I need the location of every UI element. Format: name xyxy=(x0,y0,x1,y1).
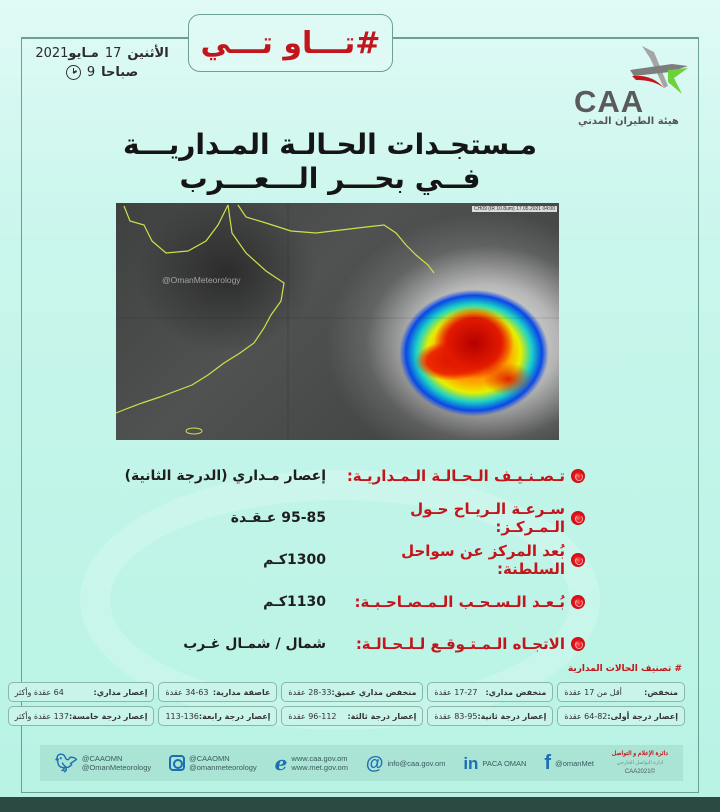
classification-title: # تصنيف الحالات المدارية xyxy=(567,664,682,674)
class-range: 64 عقدة وأكثر xyxy=(14,687,64,697)
class-name: منخفض مداري عميق: xyxy=(331,687,417,697)
department-subname: ادارة التواصل الخارجي xyxy=(616,759,664,766)
twitter-handle-1: @CAAOMN xyxy=(81,754,123,763)
frame-top-right-line xyxy=(392,37,699,39)
info-label: بُـعـد الـسـحـب الـمـصـاحـبـة: xyxy=(354,593,565,611)
year: 2021 xyxy=(35,46,69,61)
instagram-icon xyxy=(169,755,185,771)
linkedin-icon: in xyxy=(463,753,479,773)
time-hour: 9 xyxy=(86,65,96,80)
footer-web[interactable] xyxy=(274,750,348,775)
logo-abbr: CAA xyxy=(574,84,645,119)
image-watermark: @OmanMeteorology xyxy=(162,275,241,285)
class-range: 83-95 عقدة xyxy=(434,711,478,721)
info-row-wind-speed xyxy=(95,497,585,539)
hashtag-text: #تـــاو تـــي xyxy=(200,25,381,61)
twitter-icon: 🐦︎ xyxy=(54,752,78,773)
hashtag-badge xyxy=(188,14,393,72)
class-name: عاصفة مدارية: xyxy=(212,687,271,697)
image-timestamp: CH09 (IR 10.8um) 17.05.2021 04:00 xyxy=(474,206,555,212)
info-value: 95-85 عـقـدة xyxy=(230,510,326,526)
month: مـايو xyxy=(68,46,99,61)
facebook-icon: f xyxy=(544,751,552,774)
bottom-bar xyxy=(0,797,720,812)
class-name: منخفض مداري: xyxy=(485,687,547,697)
page-title xyxy=(110,128,550,196)
footer-facebook[interactable] xyxy=(544,751,594,774)
classification-table xyxy=(14,682,685,726)
footer-twitter[interactable] xyxy=(55,754,151,772)
day-name: الأثنين xyxy=(127,46,169,61)
classification-cell xyxy=(281,682,423,702)
classification-cell xyxy=(557,682,685,702)
footer-contacts xyxy=(40,745,683,781)
class-name: إعصار درجة أولى: xyxy=(607,711,678,721)
classification-cell xyxy=(8,706,155,726)
info-row-direction xyxy=(95,623,585,665)
department-name: دائرة الإعلام و التواصل xyxy=(611,750,668,757)
footer-department xyxy=(612,750,668,777)
website-1: www.caa.gov.om xyxy=(291,754,348,763)
info-row-classification xyxy=(95,455,585,497)
class-range: 17-27 عقدة xyxy=(434,687,478,697)
clock-icon xyxy=(66,65,81,80)
website-2: www.met.gov.om xyxy=(291,763,348,772)
class-name: إعصار درجة ثانية: xyxy=(477,711,547,721)
instagram-handle-1: @CAAOMN xyxy=(189,754,230,763)
time-period: صباحا xyxy=(101,65,139,80)
class-range: 64-82 عقدة xyxy=(564,711,608,721)
instagram-handle-2: @omanmeteorology xyxy=(189,763,257,772)
classification-cell xyxy=(158,706,277,726)
info-label: تـصـنـيـف الـحـالـة الـمـداريـة: xyxy=(346,467,565,485)
logo-arabic-name: هيئة الطيران المدني xyxy=(578,116,679,127)
class-range: 34-63 عقدة xyxy=(165,687,209,697)
classification-cell xyxy=(158,682,277,702)
facebook-handle: @omanMet xyxy=(555,758,594,768)
date-line xyxy=(32,46,172,61)
footer-linkedin[interactable] xyxy=(463,753,527,773)
email-at-icon: @ xyxy=(365,752,384,773)
linkedin-name: PACA OMAN xyxy=(482,758,527,768)
classification-cell xyxy=(557,706,685,726)
class-range: 28-33 عقدة xyxy=(288,687,332,697)
info-value: 1130كـم xyxy=(263,594,326,610)
class-name: إعصار درجة ثالثة: xyxy=(347,711,417,721)
info-label: الاتجـاه الـمـتـوقـع لـلـحـالـة: xyxy=(355,635,565,653)
info-value: إعصار مـداري (الدرجة الثانية) xyxy=(124,468,326,484)
class-range: 137 عقدة وأكثر xyxy=(14,711,69,721)
classification-cell xyxy=(427,682,553,702)
footer-instagram[interactable] xyxy=(169,754,257,772)
time-line xyxy=(32,65,172,80)
classification-cell xyxy=(427,706,553,726)
cyclone-icon xyxy=(571,553,585,567)
class-name: إعصار درجة رابعة: xyxy=(198,711,271,721)
cyclone-icon xyxy=(571,469,585,483)
info-label: سـرعـة الـريـاح حـول الـمـركـز: xyxy=(410,500,565,536)
cyclone-icon xyxy=(571,511,585,525)
twitter-handle-2: @OmanMeteorology xyxy=(81,763,152,772)
title-line-2: فــي بحـــر الـــعـــرب xyxy=(179,162,481,195)
frame-top-left-line xyxy=(21,37,189,39)
email-address: info@caa.gov.om xyxy=(387,758,446,768)
info-label: بُعد المركز عن سواحل السلطنة: xyxy=(401,542,565,578)
classification-cell xyxy=(8,682,155,702)
class-range: أقل من 17 عقدة xyxy=(564,687,622,697)
caa-logo xyxy=(572,44,692,127)
copyright: ©CAA2021 xyxy=(624,768,655,775)
cyclone-icon xyxy=(571,595,585,609)
info-value: 1300كـم xyxy=(263,552,326,568)
date-time xyxy=(32,46,172,80)
class-name: إعصار درجة خامسة: xyxy=(68,711,148,721)
class-name: إعصار مداري: xyxy=(93,687,148,697)
footer-email[interactable] xyxy=(365,752,446,773)
coastline-map xyxy=(116,203,559,440)
cyclone-icon xyxy=(571,637,585,651)
title-line-1: مـستجـدات الحـالـة المـداريـــة xyxy=(123,128,537,161)
info-row-center-distance xyxy=(95,539,585,581)
day-number: 17 xyxy=(104,46,122,61)
class-range: 96-112 عقدة xyxy=(288,711,337,721)
class-range: 113-136 xyxy=(165,711,199,721)
classification-cell xyxy=(281,706,423,726)
class-name: منخفض: xyxy=(644,687,678,697)
info-row-clouds-distance xyxy=(95,581,585,623)
cyclone-info-list xyxy=(95,455,585,665)
satellite-image xyxy=(116,203,559,440)
info-value: شمال / شمـال غـرب xyxy=(183,636,326,652)
web-browser-icon: e xyxy=(274,750,288,775)
